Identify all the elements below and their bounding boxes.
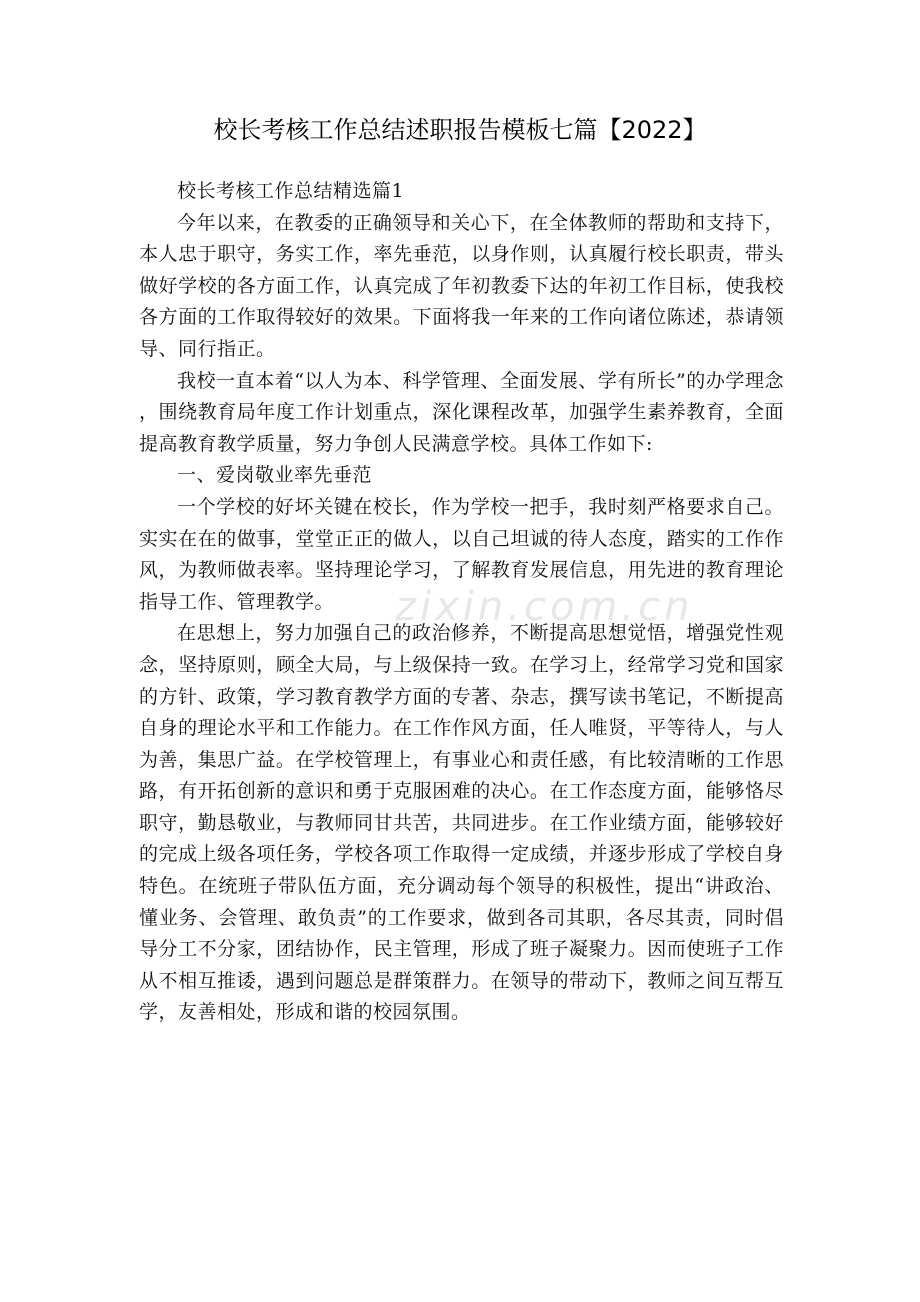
paragraph-leadership: 一个学校的好坏关键在校长，作为学校一把手，我时刻严格要求自己。实实在在的做事，堂堂正正的做人，以自己坦诚的待人态度，踏实的工作作风，为教师做表率。坚持理论学习，了解教育发展信息，用先进的教育理论指导工作、管理教学。 — [139, 495, 784, 613]
paragraph-intro: 今年以来，在教委的正确领导和关心下，在全体教师的帮助和支持下，本人忠于职守，务实工作，率先垂范，以身作则，认真履行校长职责，带头做好学校的各方面工作，认真完成了年初教委下达的年初工作目标，使我校各方面的工作取得较好的效果。下面将我一年来的工作向诸位陈述，恭请领导、同行指正。 — [139, 211, 784, 360]
document-title: 校长考核工作总结述职报告模板七篇【2022】 — [213, 116, 707, 144]
watermark: zixin.com.cn — [395, 584, 694, 630]
paragraph-philosophy: 我校一直本着“以人为本、科学管理、全面发展、学有所长”的办学理念，围绕教育局年度工作计划重点，深化课程改革，加强学生素养教育，全面提高教育教学质量，努力争创人民满意学校。具体工作如下: — [139, 369, 784, 455]
section-heading-dedication: 一、爱岗敬业率先垂范 — [177, 464, 373, 487]
paragraph-ideology: 在思想上，努力加强自己的政治修养，不断提高思想觉悟，增强党性观念，坚持原则，顾全大局，与上级保持一致。在学习上，经常学习党和国家的方针、政策，学习教育教学方面的专著、杂志，撰写读书笔记，不断提高自身的理论水平和工作能力。在工作作风方面，任人唯贤，平等待人，与人为善，集思广益。在学校管理上，有事业心和责任感，有比较清晰的工作思路，有开拓创新的意识和勇于克服困难的决心。在工作态度方面，能够恪尽职守，勤恳敬业，与教师同甘共苦，共同进步。在工作业绩方面，能够较好的完成上级各项任务，学校各项工作取得一定成绩，并逐步形成了学校自身特色。在统班子带队伍方面，充分调动每个领导的积极性，提出“讲政治、懂业务、会管理、敢负责”的工作要求，做到各司其职，各尽其责，同时倡导分工不分家，团结协作，民主管理，形成了班子凝聚力。因而使班子工作从不相互推诿，遇到问题总是群策群力。在领导的带动下，教师之间互帮互学，友善相处，形成和谐的校园氛围。 — [139, 622, 784, 1024]
document-body — [139, 176, 784, 1029]
section-heading-1: 校长考核工作总结精选篇1 — [177, 180, 405, 202]
